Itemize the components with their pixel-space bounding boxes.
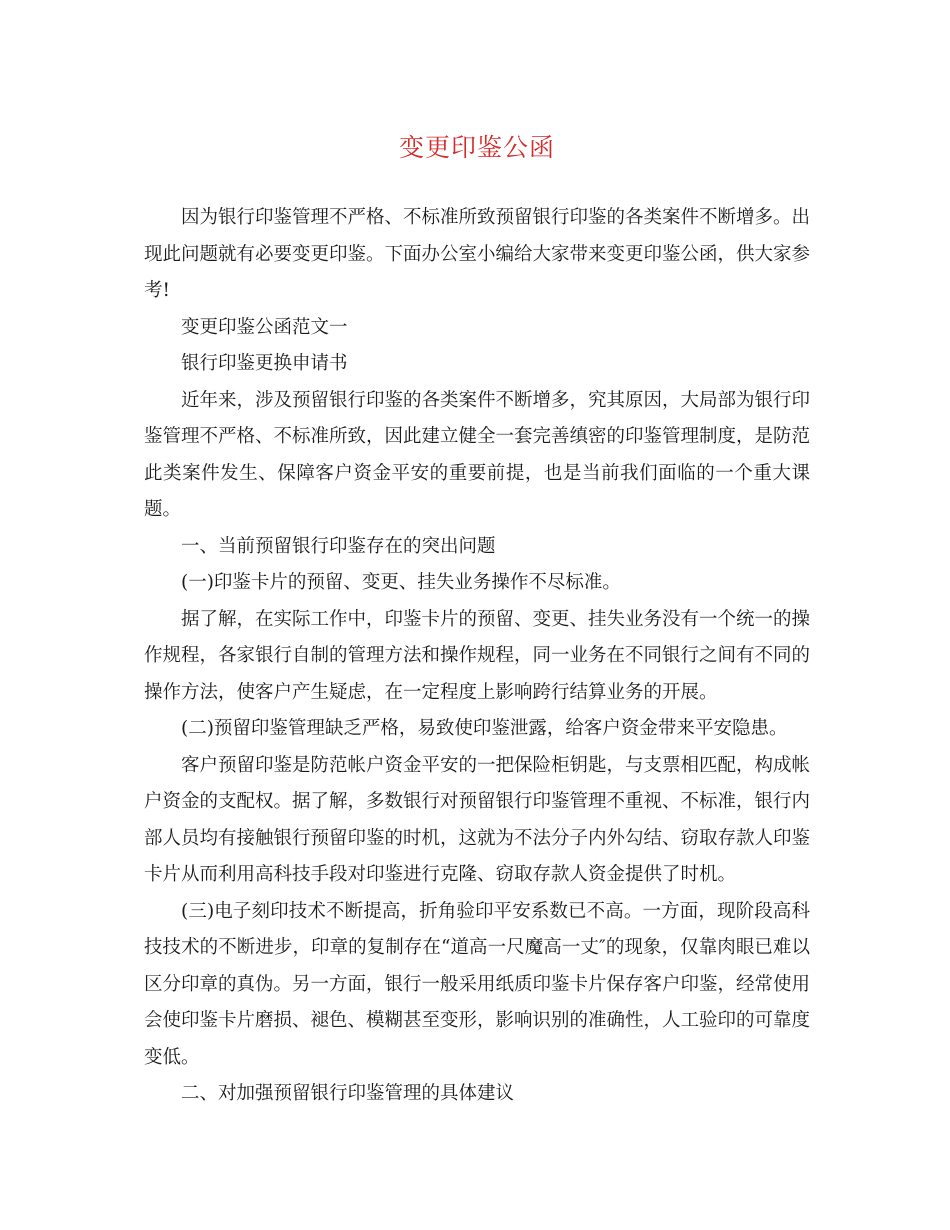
paragraph-letter-title: 银行印鉴更换申请书 [181,353,348,374]
paragraph-background: 近年来，涉及预留银行印鉴的各类案件不断增多，究其原因，大局部为银行印鉴管理不严格、不标准所致，因此建立健全一套完善缜密的印鉴管理制度，是防范此类案件发生、保障客户资金平安的重要前提，也是当前我们面临的一个重大课题。 [144,389,811,520]
paragraph-subsection-2: 客户预留印鉴是防范帐户资金平安的一把保险柜钥匙，与支票相匹配，构成帐户资金的支配权。据了解，多数银行对预留银行印鉴管理不重视、不标准，银行内部人员均有接触银行预留印鉴的时机，这就为不法分子内外勾结、窃取存款人印鉴卡片从而利用高科技手段对印鉴进行克隆、窃取存款人资金提供了时机。 [144,754,811,885]
subsection-heading-1: (一)印鉴卡片的预留、变更、挂失业务操作不尽标准。 [181,572,621,593]
section-heading-1: 一、当前预留银行印鉴存在的突出问题 [181,535,496,557]
section-heading-2: 二、对加强预留银行印鉴管理的具体建议 [181,1083,515,1104]
document-title: 变更印鉴公函 [398,133,555,162]
subsection-heading-2: (二)预留印鉴管理缺乏严格，易致使印鉴泄露，给客户资金带来平安隐患。 [181,718,788,739]
paragraph-intro: 因为银行印鉴管理不严格、不标准所致预留银行印鉴的各类案件不断增多。出现此问题就有必要变更印鉴。下面办公室小编给大家带来变更印鉴公函，供大家参考! [144,207,811,301]
paragraph-subsection-3: (三)电子刻印技术不断提高，折角验印平安系数已不高。一方面，现阶段高科技技术的不断进步，印章的复制存在“道高一尺魔高一丈″的现象，仅靠肉眼已难以区分印章的真伪。另一方面，银行一般采用纸质印鉴卡片保存客户印鉴，经常使用会使印鉴卡片磨损、褪色、模糊甚至变形，影响识别的准确性，人工验印的可靠度变低。 [144,900,811,1068]
paragraph-sample-heading: 变更印鉴公函范文一 [181,316,348,338]
paragraph-subsection-1: 据了解，在实际工作中，印鉴卡片的预留、变更、挂失业务没有一个统一的操作规程，各家银行自制的管理方法和操作规程，同一业务在不同银行之间有不同的操作方法，使客户产生疑虑，在一定程度上影响跨行结算业务的开展。 [144,608,811,703]
